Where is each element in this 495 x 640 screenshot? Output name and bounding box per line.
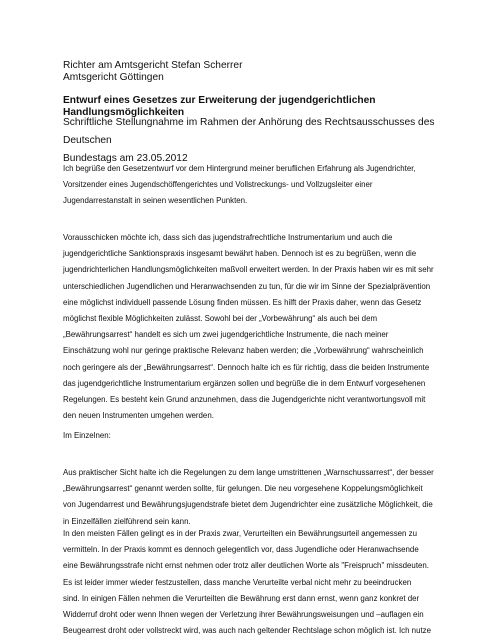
title-line: Entwurf eines Gesetzes zur Erweiterung der jugendgerichtlichen — [63, 95, 376, 106]
text-line: Einschätzung wohl nur geringe praktische Relevanz haben werden; die „Vorbewährung“ wahrscheinlich — [63, 346, 424, 356]
paragraph-practice — [63, 526, 473, 639]
text-line: vermitteln. In der Praxis kommt es dennoch gelegentlich vor, dass Jugendliche oder Heranwachsende — [63, 545, 419, 555]
text-line: eine Bewährungsstrafe nicht ernst nehmen oder trotz aller deutlichen Worte als "Freispruch" missdeuten. — [63, 561, 429, 571]
text-line: möglichst flexible Möglichkeiten zulässt. Sowohl bei der „Vorbewährung“ als auch bei dem — [63, 314, 378, 324]
court-line: Amtsgericht Göttingen — [63, 72, 164, 83]
text-line: Im Einzelnen: — [63, 431, 111, 440]
text-line: Vorausschicken möchte ich, dass sich das jugendstrafrechtliche Instrumentarium und auch die — [63, 233, 393, 242]
paragraph-preliminary — [63, 230, 473, 424]
text-line: In den meisten Fällen gelingt es in der Praxis zwar, Verurteilten ein Bewährungsurteil angemessen zu — [63, 529, 417, 538]
text-line: Widderruf droht oder wenn Ihnen wegen der Verletzung ihrer Bewährungsweisungen und –auflagen ein — [63, 610, 424, 620]
text-line: unterschiedlichen Jugendlichen und Heranwachsenden zu tun, für die wir im Sinne der Spezialprävention — [63, 281, 431, 291]
text-line: jugendgerichtliche Sanktionspraxis insgesamt bewährt haben. Dennoch ist es zu begrüßen, wenn die — [63, 249, 417, 259]
text-line: Ich begrüße den Gesetzentwurf vor dem Hintergrund meiner beruflichen Erfahrung als Jugendrichter, — [63, 164, 416, 173]
text-line: „Bewährungsarrest“ genannt werden sollte, für gelungen. Die neu vorgesehene Koppelungsmöglichkeit — [63, 484, 423, 494]
author-line: Richter am Amtsgericht Stefan Scherrer — [63, 60, 243, 71]
text-line: Vorsitzender eines Jugendschöffengerichtes und Vollstreckungs- und Vollzugsleiter einer — [63, 180, 373, 190]
text-line: Aus praktischer Sicht halte ich die Regelungen zu dem lange umstrittenen „Warnschussarrest“, der besser — [63, 468, 434, 477]
subtitle-line: Bundestags am 23.05.2012 — [63, 153, 188, 164]
document-subtitle — [63, 114, 473, 168]
text-line: noch geringere als der „Bewährungsarrest“. Dennoch halte ich es für richtig, dass die beiden Instrumente — [63, 362, 430, 372]
text-line: Beugearrest droht oder vollstreckt wird, was auch nach geltender Rechtslage schon möglich ist. Ich nutze — [63, 626, 431, 636]
text-line: den neuen Instrumenten umgehen werden. — [63, 411, 214, 421]
text-line: jugendrichterlichen Handlungsmöglichkeiten maßvoll erweitert werden. In der Praxis haben wir es mit sehr — [63, 265, 434, 275]
text-line: sind. In einigen Fällen nehmen die Verurteilten die Bewährung erst dann ernst, wenn ganz konkret der — [63, 593, 420, 603]
text-line: von Jugendarrest und Bewährungsjugendstrafe bietet dem Jugendrichter eine zusätzliche Möglichkeit, die — [63, 500, 433, 510]
paragraph-details-heading — [63, 428, 473, 444]
title-line: Handlungsmöglichkeiten — [63, 107, 185, 118]
paragraph-intro — [63, 161, 473, 210]
paragraph-warning-arrest — [63, 465, 473, 530]
text-line: Regelungen. Es besteht kein Grund anzunehmen, dass die Jugendgerichte nicht verantwortungsvoll mit — [63, 395, 426, 405]
text-line: das jugendgerichtliche Instrumentarium ergänzen sollen und begrüße die in dem Entwurf vorgesehenen — [63, 378, 426, 388]
text-line: eine möglichst individuell passende Lösung finden müssen. Es hilft der Praxis daher, wenn das Gesetz — [63, 297, 422, 307]
text-line: „Bewährungsarrest“ handelt es sich um zwei jugendgerichtliche Instrumente, die nach meiner — [63, 330, 389, 340]
text-line: in Einzelfällen zielführend sein kann. — [63, 516, 191, 526]
text-line: Jugendarrestanstalt in seinen wesentlichen Punkten. — [63, 196, 248, 206]
subtitle-line: Schriftliche Stellungnahme im Rahmen der Anhörung des Rechtsausschusses des Deutschen — [63, 117, 435, 146]
author-header — [63, 60, 473, 84]
text-line: Es ist leider immer wieder festzustellen, dass manche Verurteilte verbal nicht mehr zu beeindrucken — [63, 577, 412, 587]
